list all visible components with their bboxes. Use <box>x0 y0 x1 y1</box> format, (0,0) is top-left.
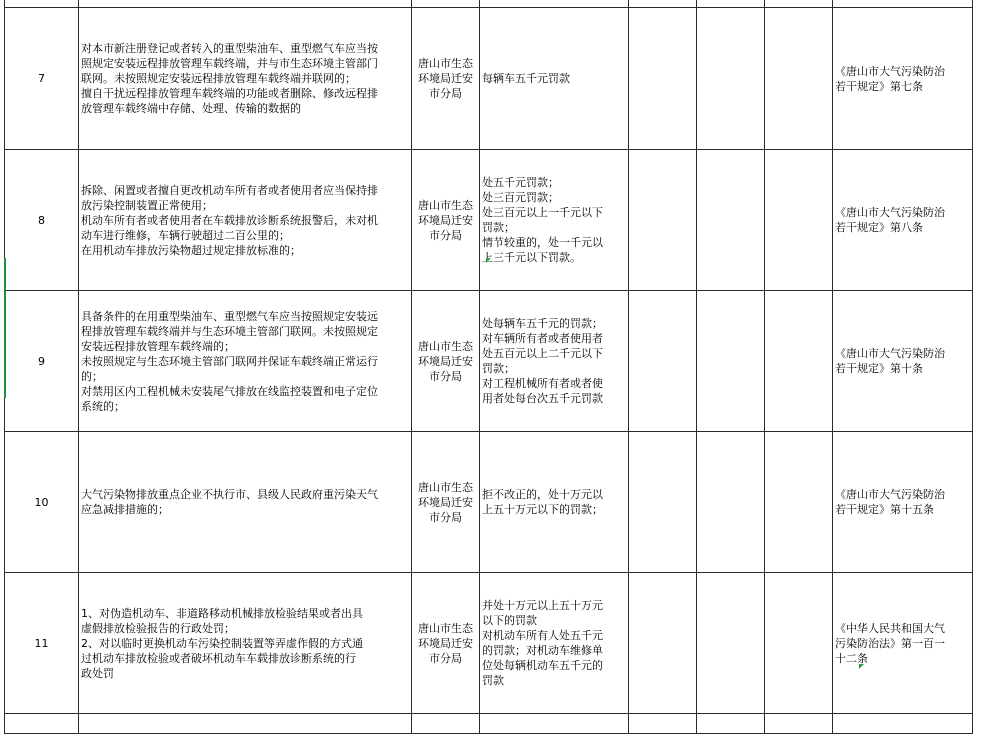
basis-line: 若干规定》第十五条 <box>835 503 934 516</box>
cell-empty[interactable] <box>697 291 765 432</box>
basis-line: 《唐山市大气污染防治 <box>835 64 945 78</box>
dept-line: 市分局 <box>429 87 462 100</box>
penalty-line: 每辆车五千元罚款 <box>482 72 570 85</box>
cell-condition[interactable] <box>79 432 412 573</box>
cell-empty[interactable] <box>833 714 973 734</box>
table-body <box>5 0 973 734</box>
condition-line: 程排放管理车载终端并与生态环境主管部门联网。未按照规定 <box>81 324 378 338</box>
condition-line: 联网。未按照规定安装远程排放管理车载终端并联网的； <box>81 72 356 85</box>
dept-line: 唐山市生态 <box>418 480 473 494</box>
cell-empty[interactable] <box>697 573 765 714</box>
cell-empty[interactable] <box>765 150 833 291</box>
cell-basis[interactable] <box>833 432 973 573</box>
penalty-line: 对机动车所有人处五千元 <box>482 629 603 642</box>
penalty-line: 对车辆所有者或者使用者 <box>482 332 603 345</box>
penalty-line: 对工程机械所有者或者使 <box>482 377 603 390</box>
condition-line: 照规定安装远程排放管理车载终端，并与市生态环境主管部门 <box>81 57 378 70</box>
cell-penalty[interactable] <box>480 0 629 8</box>
cell-department[interactable] <box>412 150 480 291</box>
cell-penalty[interactable] <box>480 8 629 150</box>
cell-empty[interactable] <box>765 573 833 714</box>
basis-line: 《唐山市大气污染防治 <box>835 488 945 501</box>
cell-number[interactable] <box>5 291 79 432</box>
cell-penalty[interactable] <box>480 432 629 573</box>
condition-line: 2、对以临时更换机动车污染控制装置等弄虚作假的方式通 <box>81 636 363 650</box>
table-row <box>5 573 973 714</box>
cell-empty[interactable] <box>765 8 833 150</box>
penalty-line: 情节较重的，处一千元以 <box>482 236 603 249</box>
condition-line: 对禁用区内工程机械未安装尾气排放在线监控装置和电子定位 <box>81 384 378 398</box>
condition-line: 动车进行维修，车辆行驶超过二百公里的； <box>81 228 290 242</box>
dept-line: 环境局迁安 <box>418 213 473 227</box>
row-number: 9 <box>38 354 45 368</box>
dept-line: 环境局迁安 <box>418 72 473 85</box>
dept-line: 唐山市生态 <box>418 198 473 212</box>
row-number: 8 <box>38 213 45 227</box>
cell-number[interactable] <box>5 150 79 291</box>
penalty-line: 处三百元罚款； <box>482 191 559 204</box>
condition-line: 擅自干扰远程排放管理车载终端的功能或者删除、修改远程排 <box>81 87 378 100</box>
cell-empty[interactable] <box>697 714 765 734</box>
cell-department[interactable] <box>412 0 480 8</box>
penalty-line: 罚款 <box>482 674 504 687</box>
basis-line: 《中华人民共和国大气 <box>835 621 945 635</box>
condition-line: 在用机动车排放污染物超过规定排放标准的； <box>81 243 301 257</box>
cell-empty[interactable] <box>629 714 697 734</box>
penalty-line: 处五千元罚款； <box>482 176 559 189</box>
basis-line: 若干规定》第七条 <box>835 79 923 93</box>
penalty-line: 并处十万元以上五十万元 <box>482 599 603 612</box>
cell-empty[interactable] <box>765 714 833 734</box>
condition-line: 机动车所有者或者使用者在车载排放诊断系统报警后，未对机 <box>81 213 378 227</box>
cell-penalty[interactable] <box>480 291 629 432</box>
row-number: 11 <box>34 636 49 650</box>
condition-line: 的； <box>81 369 103 383</box>
penalty-line: 用者处每台次五千元罚款 <box>482 392 603 405</box>
cell-number[interactable] <box>5 8 79 150</box>
condition-line: 过机动车排放检验或者破坏机动车车载排放诊断系统的行 <box>81 651 356 665</box>
cell-condition[interactable] <box>79 150 412 291</box>
condition-line: 拆除、闲置或者擅自更改机动车所有者或者使用者应当保持排 <box>81 183 378 197</box>
cell-empty[interactable] <box>697 0 765 8</box>
cell-penalty[interactable] <box>480 150 629 291</box>
dept-line: 唐山市生态 <box>418 339 473 353</box>
cell-empty[interactable] <box>5 714 79 734</box>
penalty-line: 上三千元以下罚款。 <box>482 251 581 264</box>
penalty-line: 以下的罚款 <box>482 614 537 627</box>
basis-line: 污染防治法》第一百一 <box>835 636 945 650</box>
condition-line: 放污染控制装置正常使用； <box>81 198 213 212</box>
condition-line: 安装远程排放管理车载终端的； <box>81 339 235 353</box>
cell-empty[interactable] <box>629 573 697 714</box>
table-row-partial-top <box>5 0 973 8</box>
table-row <box>5 291 973 432</box>
condition-line: 1、对伪造机动车、非道路移动机械排放检验结果或者出具 <box>81 606 363 620</box>
cell-empty[interactable] <box>765 432 833 573</box>
dept-line: 环境局迁安 <box>418 495 473 509</box>
cell-empty[interactable] <box>629 150 697 291</box>
penalty-line: 处五百元以上二千元以下 <box>482 347 603 360</box>
cell-basis[interactable] <box>833 573 973 714</box>
cell-basis[interactable] <box>833 150 973 291</box>
penalty-line: 位处每辆机动车五千元的 <box>482 659 603 672</box>
cell-empty[interactable] <box>697 432 765 573</box>
dept-line: 环境局迁安 <box>418 354 473 368</box>
dept-line: 唐山市生态 <box>418 57 473 70</box>
table-row <box>5 432 973 573</box>
condition-line: 对本市新注册登记或者转入的重型柴油车、重型燃气车应当按 <box>81 42 378 55</box>
condition-line: 应急减排措施的； <box>81 503 169 516</box>
dept-line: 市分局 <box>429 510 462 524</box>
basis-line: 十二条 <box>835 651 868 665</box>
cell-empty[interactable] <box>697 8 765 150</box>
dept-line: 市分局 <box>429 369 462 383</box>
cell-empty[interactable] <box>629 8 697 150</box>
comment-marker <box>859 664 864 669</box>
cell-number[interactable] <box>5 0 79 8</box>
condition-line: 具备条件的在用重型柴油车、重型燃气车应当按照规定安装远 <box>81 309 378 323</box>
dept-line: 市分局 <box>429 228 462 242</box>
penalty-line: 拒不改正的，处十万元以 <box>482 488 603 501</box>
cell-department[interactable] <box>412 291 480 432</box>
row-number: 7 <box>38 72 45 85</box>
cell-empty[interactable] <box>79 714 412 734</box>
cell-basis[interactable] <box>833 291 973 432</box>
penalty-table <box>4 0 973 734</box>
cell-condition[interactable] <box>79 573 412 714</box>
cell-basis[interactable] <box>833 0 973 8</box>
cell-number[interactable] <box>5 573 79 714</box>
penalty-line: 的罚款；对机动车维修单 <box>482 644 603 657</box>
basis-line: 若干规定》第十条 <box>835 362 923 375</box>
dept-line: 环境局迁安 <box>418 636 473 650</box>
row-number: 10 <box>34 495 49 509</box>
cell-condition[interactable] <box>79 0 412 8</box>
selection-indicator <box>4 258 6 398</box>
cell-condition[interactable] <box>79 8 412 150</box>
penalty-line: 上五十万元以下的罚款； <box>482 503 603 516</box>
cell-department[interactable] <box>412 8 480 150</box>
dept-line: 唐山市生态 <box>418 621 473 635</box>
cell-empty[interactable] <box>629 291 697 432</box>
cell-empty[interactable] <box>629 432 697 573</box>
basis-line: 若干规定》第八条 <box>835 221 923 234</box>
cell-empty[interactable] <box>697 150 765 291</box>
basis-line: 《唐山市大气污染防治 <box>835 347 945 360</box>
cell-penalty[interactable] <box>480 573 629 714</box>
penalty-line: 处每辆车五千元的罚款； <box>482 317 603 330</box>
condition-line: 未按照规定与生态环境主管部门联网并保证车载终端正常运行 <box>81 354 378 368</box>
cell-empty[interactable] <box>412 714 480 734</box>
basis-line: 《唐山市大气污染防治 <box>835 206 945 219</box>
condition-line: 政处罚 <box>81 666 114 680</box>
cell-empty[interactable] <box>480 714 629 734</box>
cell-department[interactable] <box>412 573 480 714</box>
cell-number[interactable] <box>5 432 79 573</box>
condition-line: 放管理车载终端中存储、处理、传输的数据的 <box>81 102 301 115</box>
comment-marker <box>486 258 491 263</box>
condition-line: 系统的； <box>81 399 125 413</box>
cell-department[interactable] <box>412 432 480 573</box>
penalty-line: 罚款； <box>482 362 515 375</box>
cell-empty[interactable] <box>765 0 833 8</box>
table-row-partial-bottom <box>5 714 973 734</box>
cell-empty[interactable] <box>629 0 697 8</box>
table-row <box>5 8 973 150</box>
penalty-line: 罚款； <box>482 221 515 234</box>
cell-basis[interactable] <box>833 8 973 150</box>
condition-line: 大气污染物排放重点企业不执行市、县级人民政府重污染天气 <box>81 488 378 501</box>
dept-line: 市分局 <box>429 651 462 665</box>
table-row <box>5 150 973 291</box>
cell-empty[interactable] <box>765 291 833 432</box>
cell-condition[interactable] <box>79 291 412 432</box>
condition-line: 虚假排放检验报告的行政处罚； <box>81 621 235 635</box>
penalty-line: 处三百元以上一千元以下 <box>482 206 603 219</box>
